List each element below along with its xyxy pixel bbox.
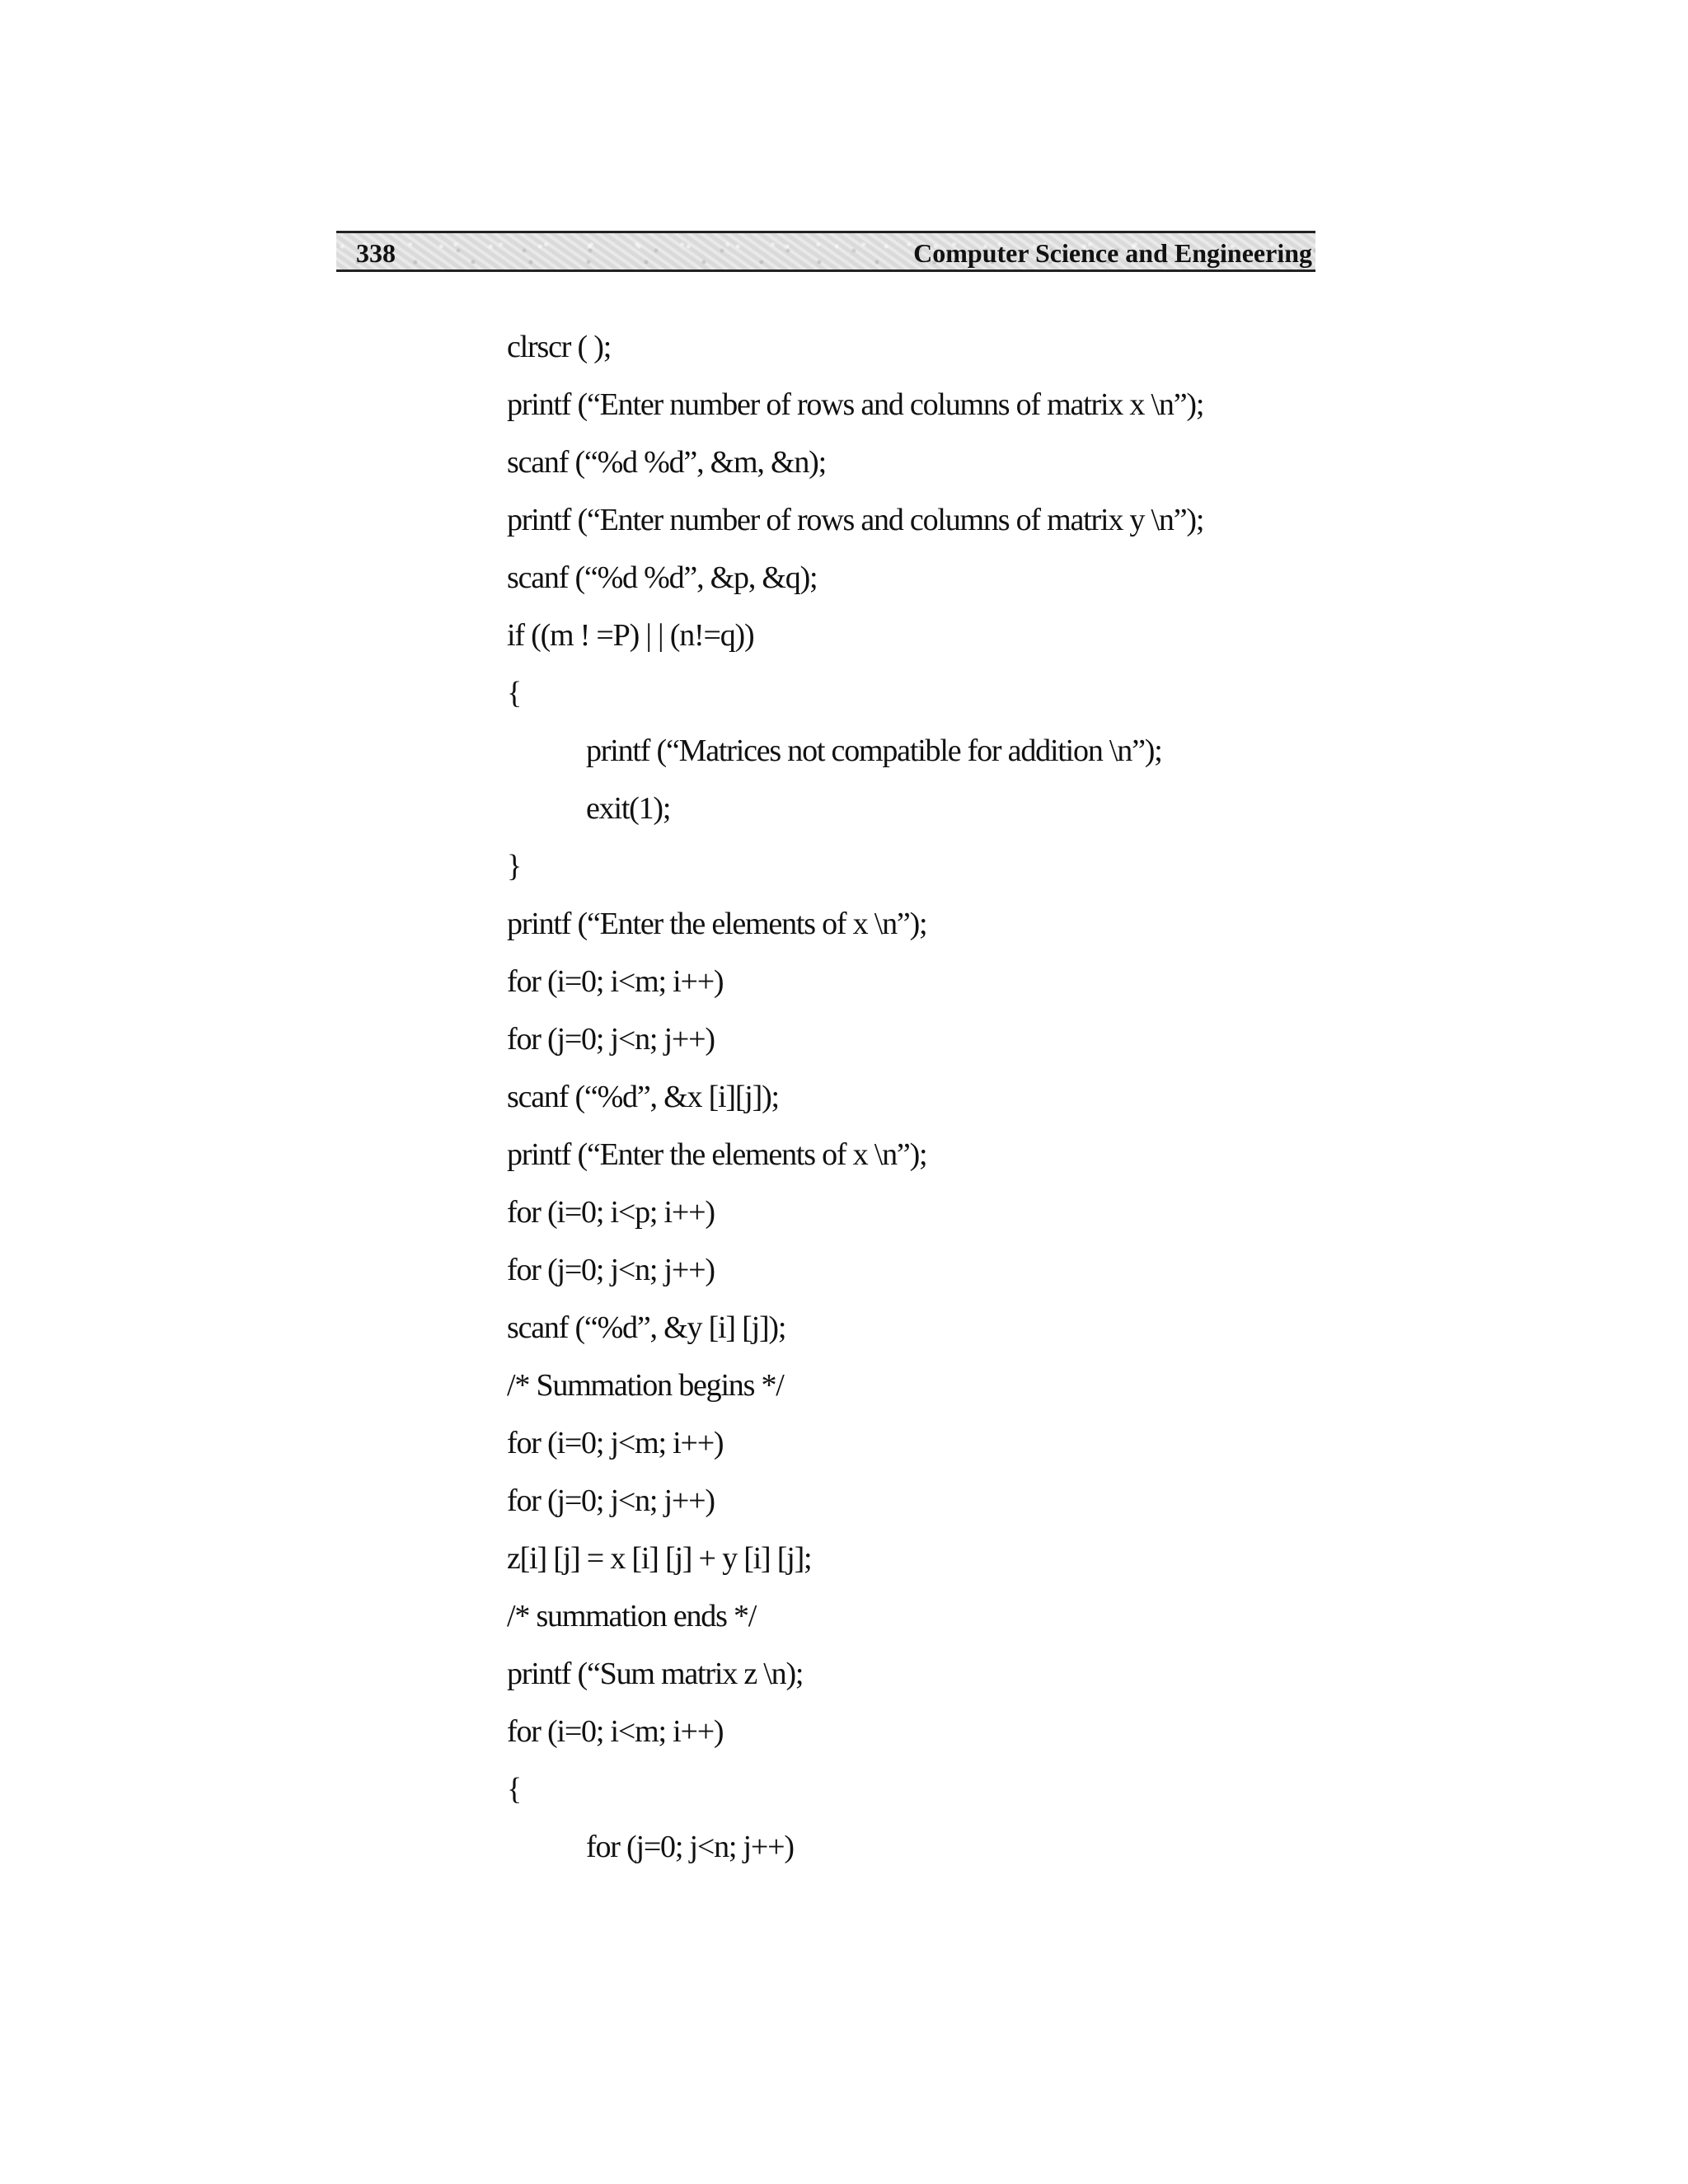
code-line: for (j=0; j<n; j++) xyxy=(507,1253,715,1287)
code-line: scanf (“%d”, &x [i][j]); xyxy=(507,1080,779,1114)
code-line: /* summation ends */ xyxy=(507,1599,757,1633)
code-line: for (j=0; j<n; j++) xyxy=(586,1830,794,1864)
code-line: for (j=0; j<n; j++) xyxy=(507,1483,715,1518)
code-line: for (i=0; i<p; i++) xyxy=(507,1195,715,1230)
code-line: { xyxy=(507,676,522,710)
running-title: Computer Science and Engineering xyxy=(913,238,1312,268)
code-line: printf (“Matrices not compatible for addition \n”); xyxy=(586,733,1162,768)
code-line: scanf (“%d”, &y [i] [j]); xyxy=(507,1310,786,1345)
code-listing xyxy=(507,318,1414,1876)
code-line: z[i] [j] = x [i] [j] + y [i] [j]; xyxy=(507,1541,812,1576)
code-line: if ((m ! =P) | | (n!=q)) xyxy=(507,618,754,653)
code-line: clrscr ( ); xyxy=(507,330,612,364)
code-line: scanf (“%d %d”, &m, &n); xyxy=(507,445,826,480)
code-line: printf (“Enter number of rows and columns of matrix x \n”); xyxy=(507,387,1204,422)
code-line: printf (“Enter the elements of x \n”); xyxy=(507,1137,927,1172)
code-line: exit(1); xyxy=(586,791,671,826)
code-line: for (j=0; j<n; j++) xyxy=(507,1022,715,1057)
code-line: { xyxy=(507,1772,522,1807)
code-line: for (i=0; i<m; i++) xyxy=(507,1714,724,1749)
code-line: scanf (“%d %d”, &p, &q); xyxy=(507,560,818,595)
page-header xyxy=(336,231,1315,272)
code-line: } xyxy=(507,849,522,883)
code-line: /* Summation begins */ xyxy=(507,1368,784,1403)
code-line: for (i=0; i<m; i++) xyxy=(507,964,724,999)
code-line: printf (“Enter number of rows and columns of matrix y \n”); xyxy=(507,503,1204,537)
page-number: 338 xyxy=(356,238,396,268)
code-line: printf (“Enter the elements of x \n”); xyxy=(507,907,927,941)
code-line: printf (“Sum matrix z \n); xyxy=(507,1657,804,1691)
code-line: for (i=0; j<m; i++) xyxy=(507,1426,724,1460)
